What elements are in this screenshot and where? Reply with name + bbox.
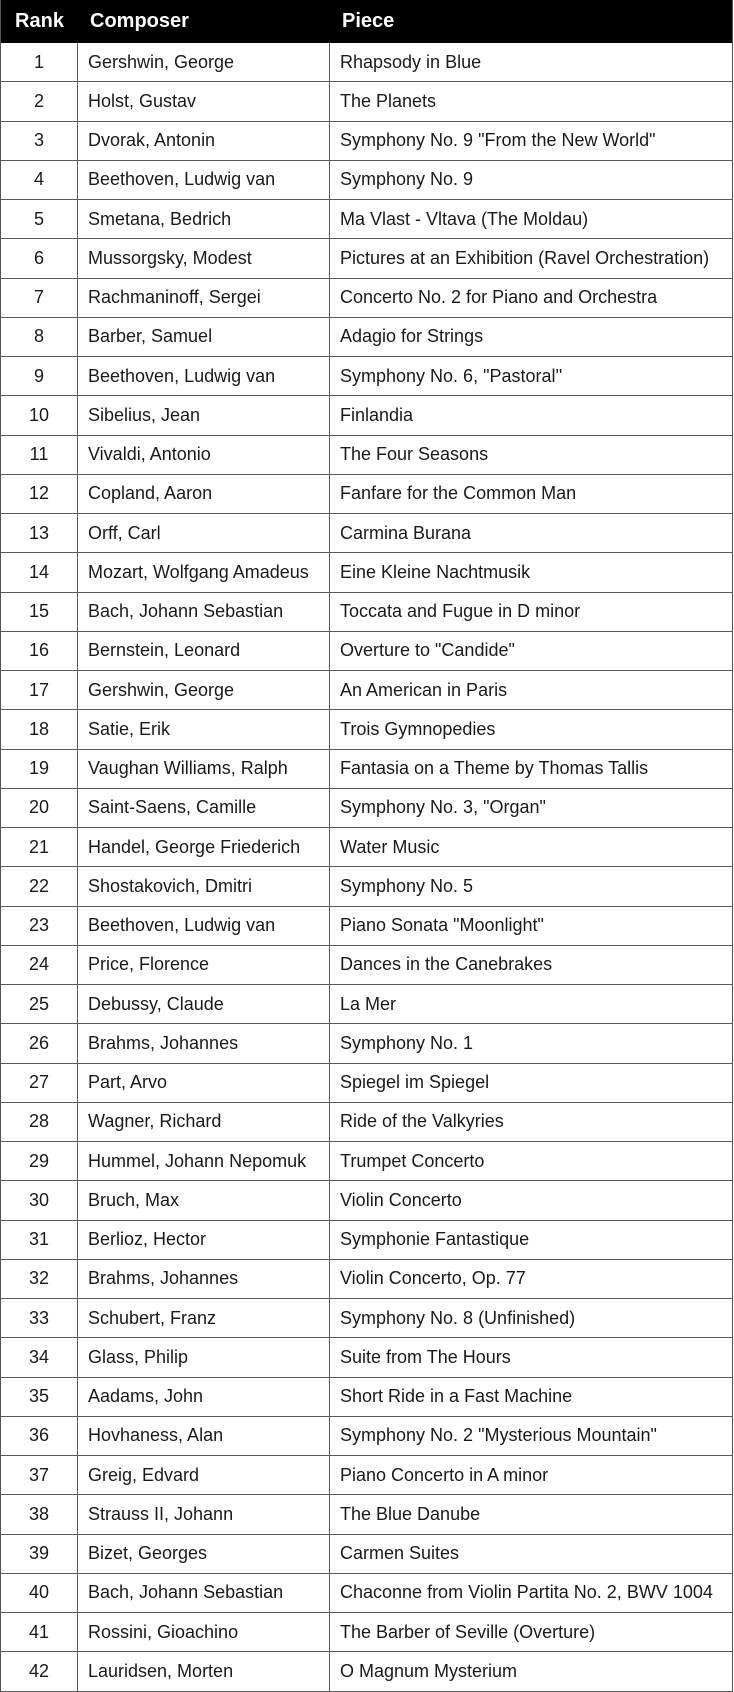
table-row — [1, 828, 732, 867]
table-row — [1, 985, 732, 1024]
rank-cell: 5 — [1, 200, 78, 238]
header-rank: Rank — [15, 10, 64, 32]
rank-cell: 24 — [1, 946, 78, 984]
composer-cell: Hovhaness, Alan — [78, 1417, 330, 1455]
table-row — [1, 318, 732, 357]
rank-cell: 36 — [1, 1417, 78, 1455]
table-row — [1, 789, 732, 828]
table-row — [1, 514, 732, 553]
rank-cell: 42 — [1, 1652, 78, 1690]
rank-cell: 38 — [1, 1495, 78, 1533]
composer-cell: Sibelius, Jean — [78, 396, 330, 434]
composer-cell: Hummel, Johann Nepomuk — [78, 1142, 330, 1180]
piece-cell: O Magnum Mysterium — [340, 1660, 518, 1681]
piece-cell: Suite from The Hours — [340, 1346, 511, 1367]
piece-cell: Symphony No. 9 "From the New World" — [340, 130, 656, 151]
table-row — [1, 1338, 732, 1377]
table-header-row — [1, 0, 732, 43]
rank-cell: 40 — [1, 1574, 78, 1612]
composer-cell: Vivaldi, Antonio — [78, 436, 330, 474]
rank-cell: 31 — [1, 1221, 78, 1259]
rank-cell: 26 — [1, 1024, 78, 1062]
rank-cell: 41 — [1, 1613, 78, 1651]
composer-cell: Greig, Edvard — [78, 1456, 330, 1494]
rank-cell: 20 — [1, 789, 78, 827]
rank-cell: 14 — [1, 553, 78, 591]
table-row — [1, 1221, 732, 1260]
piece-cell: Carmen Suites — [340, 1543, 460, 1564]
composer-cell: Holst, Gustav — [78, 82, 330, 120]
table-row — [1, 1535, 732, 1574]
piece-cell: Eine Kleine Nachtmusik — [340, 561, 531, 582]
composer-cell: Bernstein, Leonard — [78, 632, 330, 670]
piece-cell: Chaconne from Violin Partita No. 2, BWV 1004 — [340, 1582, 713, 1603]
rank-cell: 19 — [1, 750, 78, 788]
composer-cell: Shostakovich, Dmitri — [78, 867, 330, 905]
table-row — [1, 593, 732, 632]
table-row — [1, 357, 732, 396]
table-row — [1, 1417, 732, 1456]
table-row — [1, 632, 732, 671]
table-row — [1, 122, 732, 161]
piece-cell: Symphony No. 1 — [340, 1032, 474, 1053]
piece-cell: Symphony No. 3, "Organ" — [340, 797, 546, 818]
table-row — [1, 1181, 732, 1220]
piece-cell: Spiegel im Spiegel — [340, 1072, 490, 1093]
table-row — [1, 475, 732, 514]
table-row — [1, 946, 732, 985]
table-row — [1, 1260, 732, 1299]
piece-cell: Trois Gymnopedies — [340, 718, 496, 739]
rank-cell: 23 — [1, 907, 78, 945]
rank-cell: 8 — [1, 318, 78, 356]
composer-cell: Mozart, Wolfgang Amadeus — [78, 553, 330, 591]
piece-cell: Water Music — [340, 836, 440, 857]
piece-cell: Symphonie Fantastique — [340, 1229, 530, 1250]
header-composer: Composer — [90, 10, 189, 32]
piece-cell: Violin Concerto — [340, 1189, 462, 1210]
composer-cell: Barber, Samuel — [78, 318, 330, 356]
table-row — [1, 1142, 732, 1181]
composer-cell: Aadams, John — [78, 1378, 330, 1416]
piece-cell: The Four Seasons — [340, 444, 489, 465]
composer-cell: Saint-Saens, Camille — [78, 789, 330, 827]
composer-cell: Berlioz, Hector — [78, 1221, 330, 1259]
piece-cell: Finlandia — [340, 404, 414, 425]
table-row — [1, 279, 732, 318]
composer-cell: Mussorgsky, Modest — [78, 239, 330, 277]
composer-cell: Part, Arvo — [78, 1064, 330, 1102]
composer-cell: Smetana, Bedrich — [78, 200, 330, 238]
composer-cell: Debussy, Claude — [78, 985, 330, 1023]
piece-cell: Piano Sonata "Moonlight" — [340, 915, 544, 936]
piece-cell: Fantasia on a Theme by Thomas Tallis — [340, 758, 649, 779]
table-row — [1, 43, 732, 82]
composer-cell: Handel, George Friederich — [78, 828, 330, 866]
rank-cell: 16 — [1, 632, 78, 670]
table-row — [1, 1456, 732, 1495]
composer-cell: Bach, Johann Sebastian — [78, 593, 330, 631]
header-piece: Piece — [342, 10, 395, 32]
composer-cell: Gershwin, George — [78, 671, 330, 709]
rank-cell: 27 — [1, 1064, 78, 1102]
piece-cell: La Mer — [340, 993, 397, 1014]
piece-cell: Ma Vlast - Vltava (The Moldau) — [340, 208, 589, 229]
piece-cell: Concerto No. 2 for Piano and Orchestra — [340, 287, 658, 308]
table-row — [1, 239, 732, 278]
composer-cell: Rossini, Gioachino — [78, 1613, 330, 1651]
rank-cell: 9 — [1, 357, 78, 395]
composer-cell: Brahms, Johannes — [78, 1024, 330, 1062]
composer-cell: Glass, Philip — [78, 1338, 330, 1376]
composer-cell: Bruch, Max — [78, 1181, 330, 1219]
table-row — [1, 1378, 732, 1417]
piece-cell: Overture to "Candide" — [340, 640, 515, 661]
piece-cell: Trumpet Concerto — [340, 1150, 485, 1171]
piece-cell: Dances in the Canebrakes — [340, 954, 553, 975]
rank-cell: 3 — [1, 122, 78, 160]
rank-cell: 35 — [1, 1378, 78, 1416]
rank-cell: 25 — [1, 985, 78, 1023]
composer-cell: Rachmaninoff, Sergei — [78, 279, 330, 317]
rank-cell: 29 — [1, 1142, 78, 1180]
table-row — [1, 1103, 732, 1142]
table-row — [1, 1024, 732, 1063]
composer-cell: Dvorak, Antonin — [78, 122, 330, 160]
rank-cell: 4 — [1, 161, 78, 199]
composer-cell: Gershwin, George — [78, 43, 330, 81]
piece-cell: Pictures at an Exhibition (Ravel Orchestration) — [340, 247, 710, 268]
composer-cell: Beethoven, Ludwig van — [78, 907, 330, 945]
composer-cell: Copland, Aaron — [78, 475, 330, 513]
piece-cell: Ride of the Valkyries — [340, 1111, 504, 1132]
table-row — [1, 200, 732, 239]
rank-cell: 33 — [1, 1299, 78, 1337]
rank-cell: 18 — [1, 710, 78, 748]
rank-cell: 37 — [1, 1456, 78, 1494]
piece-cell: Piano Concerto in A minor — [340, 1464, 549, 1485]
composer-cell: Beethoven, Ludwig van — [78, 161, 330, 199]
composer-cell: Wagner, Richard — [78, 1103, 330, 1141]
table-row — [1, 1299, 732, 1338]
piece-cell: The Planets — [340, 90, 437, 111]
composer-cell: Bach, Johann Sebastian — [78, 1574, 330, 1612]
rank-cell: 21 — [1, 828, 78, 866]
rank-cell: 10 — [1, 396, 78, 434]
rank-cell: 11 — [1, 436, 78, 474]
piece-cell: Symphony No. 8 (Unfinished) — [340, 1307, 576, 1328]
rank-cell: 34 — [1, 1338, 78, 1376]
composer-cell: Lauridsen, Morten — [78, 1652, 330, 1690]
table-row — [1, 1613, 732, 1652]
table-row — [1, 867, 732, 906]
rank-cell: 15 — [1, 593, 78, 631]
piece-cell: Violin Concerto, Op. 77 — [340, 1268, 526, 1289]
table-row — [1, 1574, 732, 1613]
piece-cell: The Blue Danube — [340, 1503, 481, 1524]
table-row — [1, 750, 732, 789]
table-row — [1, 161, 732, 200]
piece-cell: Symphony No. 2 "Mysterious Mountain" — [340, 1425, 657, 1446]
composer-cell: Satie, Erik — [78, 710, 330, 748]
table-row — [1, 710, 732, 749]
composer-cell: Vaughan Williams, Ralph — [78, 750, 330, 788]
piece-cell: Short Ride in a Fast Machine — [340, 1386, 573, 1407]
table-row — [1, 82, 732, 121]
table-row — [1, 1495, 732, 1534]
rank-cell: 13 — [1, 514, 78, 552]
composer-cell: Brahms, Johannes — [78, 1260, 330, 1298]
rank-cell: 1 — [1, 43, 78, 81]
table-body — [1, 43, 732, 1692]
rank-cell: 32 — [1, 1260, 78, 1298]
composer-cell: Beethoven, Ludwig van — [78, 357, 330, 395]
piece-cell: Toccata and Fugue in D minor — [340, 601, 581, 622]
piece-cell: Symphony No. 5 — [340, 875, 474, 896]
table-row — [1, 1652, 732, 1691]
composer-cell: Price, Florence — [78, 946, 330, 984]
table-row — [1, 553, 732, 592]
table-row — [1, 396, 732, 435]
piece-cell: Symphony No. 6, "Pastoral'' — [340, 365, 563, 386]
rank-cell: 39 — [1, 1535, 78, 1573]
rank-cell: 12 — [1, 475, 78, 513]
composer-cell: Schubert, Franz — [78, 1299, 330, 1337]
table-row — [1, 436, 732, 475]
piece-cell: Rhapsody in Blue — [340, 51, 482, 72]
rank-cell: 2 — [1, 82, 78, 120]
piece-cell: The Barber of Seville (Overture) — [340, 1621, 596, 1642]
composer-cell: Bizet, Georges — [78, 1535, 330, 1573]
composer-cell: Orff, Carl — [78, 514, 330, 552]
rank-cell: 7 — [1, 279, 78, 317]
rank-cell: 28 — [1, 1103, 78, 1141]
table-row — [1, 671, 732, 710]
rank-cell: 22 — [1, 867, 78, 905]
rank-cell: 6 — [1, 239, 78, 277]
composer-cell: Strauss II, Johann — [78, 1495, 330, 1533]
piece-cell: An American in Paris — [340, 679, 508, 700]
table-row — [1, 907, 732, 946]
table-row — [1, 1064, 732, 1103]
piece-cell: Symphony No. 9 — [340, 169, 474, 190]
piece-cell: Adagio for Strings — [340, 326, 484, 347]
rank-cell: 17 — [1, 671, 78, 709]
piece-cell: Carmina Burana — [340, 522, 472, 543]
rank-cell: 30 — [1, 1181, 78, 1219]
piece-cell: Fanfare for the Common Man — [340, 483, 577, 504]
